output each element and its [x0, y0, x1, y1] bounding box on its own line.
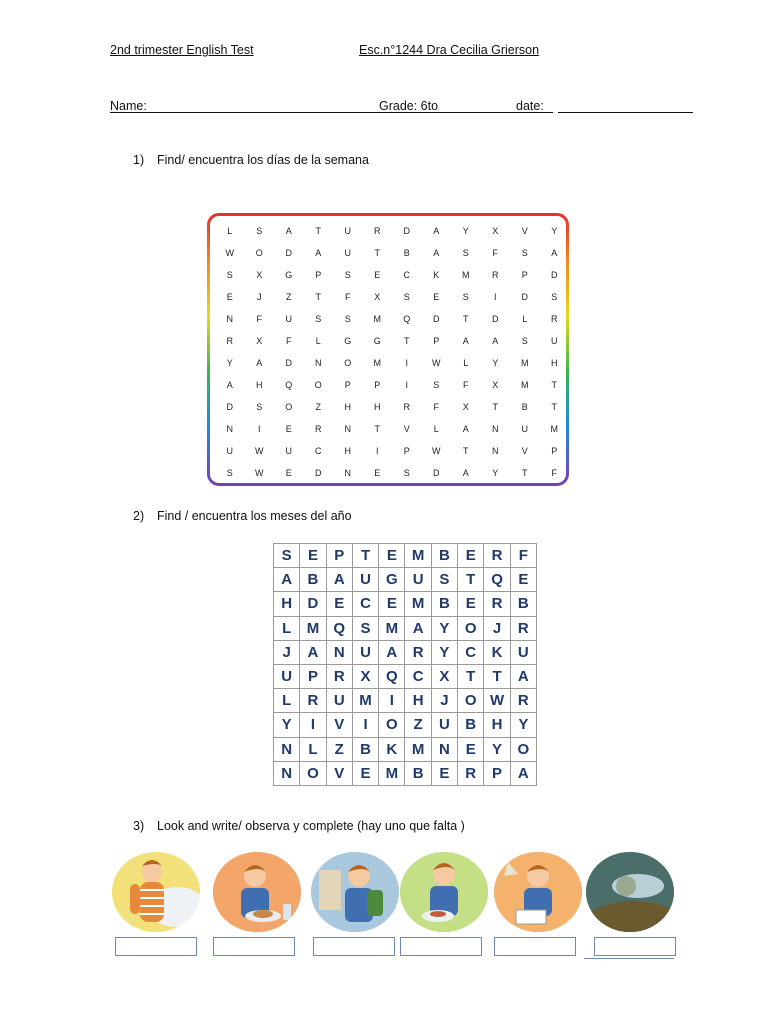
months-letter-cell[interactable]: Z: [326, 737, 352, 761]
months-letter-cell[interactable]: N: [274, 761, 300, 785]
months-letter-cell[interactable]: Y: [274, 713, 300, 737]
months-letter-cell[interactable]: T: [458, 664, 484, 688]
months-letter-cell[interactable]: K: [379, 737, 405, 761]
days-letter-cell[interactable]: L: [315, 336, 321, 346]
days-letter-cell[interactable]: A: [315, 248, 322, 258]
months-letter-cell[interactable]: R: [300, 689, 326, 713]
days-letter-cell[interactable]: W: [255, 446, 264, 456]
days-letter-cell[interactable]: P: [403, 446, 410, 456]
months-letter-cell[interactable]: U: [405, 568, 431, 592]
months-letter-cell[interactable]: T: [484, 664, 510, 688]
months-letter-cell[interactable]: B: [458, 713, 484, 737]
days-letter-cell[interactable]: S: [344, 314, 351, 324]
picture-boy-sleeping: [586, 852, 674, 932]
days-letter-cell[interactable]: M: [550, 424, 558, 434]
months-letter-cell[interactable]: R: [484, 592, 510, 616]
days-letter-cell[interactable]: T: [463, 446, 469, 456]
days-letter-cell[interactable]: L: [227, 226, 233, 236]
months-letter-cell[interactable]: P: [326, 544, 352, 568]
days-letter-cell[interactable]: S: [403, 468, 410, 478]
months-grid-row: [274, 640, 537, 664]
days-letter-cell[interactable]: O: [344, 358, 352, 368]
months-grid-row: [274, 761, 537, 785]
months-letter-cell[interactable]: E: [352, 761, 378, 785]
days-letter-cell[interactable]: A: [256, 358, 263, 368]
months-letter-cell[interactable]: O: [458, 616, 484, 640]
days-letter-cell[interactable]: L: [522, 314, 528, 324]
months-letter-cell[interactable]: L: [274, 689, 300, 713]
picture-boy-eating-breakfast: [213, 852, 301, 932]
days-letter-cell[interactable]: G: [373, 336, 381, 346]
days-letter-cell[interactable]: E: [433, 292, 440, 302]
days-letter-cell[interactable]: X: [492, 226, 499, 236]
days-letter-cell[interactable]: T: [551, 402, 557, 412]
days-letter-cell[interactable]: R: [315, 424, 322, 434]
days-letter-cell[interactable]: C: [315, 446, 322, 456]
months-letter-cell[interactable]: M: [405, 544, 431, 568]
months-grid-row: [274, 616, 537, 640]
months-letter-cell[interactable]: H: [274, 592, 300, 616]
days-letter-cell[interactable]: L: [433, 424, 439, 434]
months-letter-cell[interactable]: E: [300, 544, 326, 568]
days-letter-cell[interactable]: E: [285, 468, 292, 478]
days-letter-cell[interactable]: D: [433, 314, 440, 324]
months-letter-cell[interactable]: C: [352, 592, 378, 616]
months-letter-cell[interactable]: R: [326, 664, 352, 688]
months-letter-cell[interactable]: Y: [431, 640, 457, 664]
months-letter-cell[interactable]: S: [352, 616, 378, 640]
days-letter-cell[interactable]: M: [373, 314, 381, 324]
days-letter-cell[interactable]: F: [433, 402, 439, 412]
days-letter-cell[interactable]: H: [374, 402, 381, 412]
grade-label: Grade: 6to: [379, 99, 439, 113]
days-letter-cell[interactable]: S: [521, 336, 528, 346]
months-letter-cell[interactable]: N: [274, 737, 300, 761]
days-letter-cell[interactable]: Q: [403, 314, 411, 324]
days-letter-cell[interactable]: D: [551, 270, 558, 280]
months-letter-cell[interactable]: N: [431, 737, 457, 761]
days-letter-cell[interactable]: H: [344, 446, 351, 456]
days-letter-cell[interactable]: F: [492, 248, 498, 258]
months-grid-row: [274, 544, 537, 568]
days-letter-cell[interactable]: I: [257, 424, 261, 434]
days-letter-cell[interactable]: P: [344, 380, 351, 390]
months-letter-cell[interactable]: O: [510, 737, 536, 761]
months-grid-row: [274, 568, 537, 592]
days-letter-cell[interactable]: X: [462, 402, 469, 412]
months-letter-cell[interactable]: A: [510, 761, 536, 785]
months-letter-cell[interactable]: U: [352, 640, 378, 664]
answer-box-6[interactable]: [594, 937, 676, 956]
days-letter-cell[interactable]: U: [226, 446, 233, 456]
days-letter-cell[interactable]: Y: [462, 226, 469, 236]
months-letter-cell[interactable]: V: [326, 761, 352, 785]
days-letter-cell[interactable]: E: [374, 270, 381, 280]
months-letter-cell[interactable]: Y: [510, 713, 536, 737]
months-letter-cell[interactable]: A: [405, 616, 431, 640]
months-letter-cell[interactable]: U: [431, 713, 457, 737]
months-letter-cell[interactable]: J: [484, 616, 510, 640]
days-letter-cell[interactable]: S: [462, 248, 469, 258]
months-letter-cell[interactable]: C: [405, 664, 431, 688]
days-letter-cell[interactable]: D: [285, 358, 292, 368]
days-letter-cell[interactable]: N: [315, 358, 322, 368]
days-letter-cell[interactable]: I: [405, 380, 408, 390]
months-letter-cell[interactable]: X: [352, 664, 378, 688]
months-letter-cell[interactable]: Q: [484, 568, 510, 592]
days-letter-cell[interactable]: T: [522, 468, 528, 478]
days-letter-cell[interactable]: I: [375, 446, 379, 456]
days-letter-cell[interactable]: I: [405, 358, 408, 368]
months-letter-cell[interactable]: Q: [379, 664, 405, 688]
months-letter-cell[interactable]: J: [431, 689, 457, 713]
days-letter-cell[interactable]: S: [315, 314, 322, 324]
days-letter-cell[interactable]: D: [433, 468, 440, 478]
months-letter-cell[interactable]: R: [510, 689, 536, 713]
days-letter-cell[interactable]: F: [551, 468, 557, 478]
days-letter-cell[interactable]: W: [432, 358, 441, 368]
days-letter-cell[interactable]: D: [492, 314, 499, 324]
months-letter-cell[interactable]: A: [379, 640, 405, 664]
months-letter-cell[interactable]: E: [379, 592, 405, 616]
days-letter-cell[interactable]: I: [493, 292, 497, 302]
days-letter-cell[interactable]: N: [492, 446, 499, 456]
days-letter-cell[interactable]: N: [344, 424, 351, 434]
months-letter-cell[interactable]: G: [379, 568, 405, 592]
months-grid-row: [274, 664, 537, 688]
days-letter-cell[interactable]: D: [403, 226, 410, 236]
days-letter-cell[interactable]: X: [256, 336, 263, 346]
months-letter-cell[interactable]: J: [274, 640, 300, 664]
days-letter-cell[interactable]: J: [257, 292, 262, 302]
days-letter-cell[interactable]: V: [521, 226, 528, 236]
days-letter-cell[interactable]: T: [404, 336, 410, 346]
months-letter-cell[interactable]: T: [352, 544, 378, 568]
months-grid-row: [274, 592, 537, 616]
question-3-title: [133, 819, 465, 833]
days-letter-cell[interactable]: S: [344, 270, 351, 280]
days-letter-cell[interactable]: Y: [226, 358, 233, 368]
days-letter-cell[interactable]: A: [285, 226, 292, 236]
months-letter-cell[interactable]: N: [326, 640, 352, 664]
days-letter-cell[interactable]: U: [521, 424, 528, 434]
months-letter-cell[interactable]: H: [484, 713, 510, 737]
answer-box-2[interactable]: [213, 937, 295, 956]
months-letter-cell[interactable]: H: [405, 689, 431, 713]
months-letter-cell[interactable]: R: [405, 640, 431, 664]
days-letter-cell[interactable]: A: [462, 424, 469, 434]
months-letter-cell[interactable]: O: [300, 761, 326, 785]
months-letter-cell[interactable]: U: [326, 689, 352, 713]
days-letter-cell[interactable]: R: [226, 336, 233, 346]
picture-boy-with-backpack: [311, 852, 399, 932]
months-wordsearch-grid: [273, 543, 537, 786]
days-letter-cell[interactable]: D: [521, 292, 528, 302]
days-letter-cell[interactable]: A: [433, 226, 440, 236]
school-name: Esc.n°1244 Dra Cecilia Grierson: [359, 43, 540, 57]
days-letter-cell[interactable]: L: [463, 358, 469, 368]
name-label: Name:: [110, 99, 147, 113]
days-letter-cell[interactable]: U: [551, 336, 558, 346]
days-letter-cell[interactable]: R: [492, 270, 499, 280]
days-letter-cell[interactable]: X: [374, 292, 381, 302]
months-letter-cell[interactable]: B: [405, 761, 431, 785]
days-letter-cell[interactable]: T: [315, 226, 321, 236]
months-letter-cell[interactable]: O: [379, 713, 405, 737]
months-letter-cell[interactable]: U: [510, 640, 536, 664]
months-grid-row: [274, 689, 537, 713]
picture-boy-doing-homework: [494, 852, 582, 932]
days-letter-cell[interactable]: O: [314, 380, 322, 390]
days-letter-cell[interactable]: U: [285, 314, 292, 324]
test-title: 2nd trimester English Test: [110, 43, 254, 57]
question-1-number: 1): [133, 153, 145, 167]
days-letter-cell[interactable]: W: [255, 468, 264, 478]
question-2-title: [133, 509, 352, 523]
days-letter-cell[interactable]: V: [521, 446, 528, 456]
answer-box-3[interactable]: [313, 937, 395, 956]
months-letter-cell[interactable]: X: [431, 664, 457, 688]
months-letter-cell[interactable]: O: [458, 689, 484, 713]
months-letter-cell[interactable]: M: [405, 737, 431, 761]
days-letter-cell[interactable]: S: [551, 292, 558, 302]
months-letter-cell[interactable]: M: [352, 689, 378, 713]
months-letter-cell[interactable]: B: [431, 544, 457, 568]
days-letter-cell[interactable]: N: [492, 424, 499, 434]
months-letter-cell[interactable]: S: [274, 544, 300, 568]
days-letter-cell[interactable]: Z: [315, 402, 321, 412]
months-letter-cell[interactable]: W: [484, 689, 510, 713]
days-letter-cell[interactable]: S: [433, 380, 440, 390]
months-letter-cell[interactable]: E: [379, 544, 405, 568]
days-letter-cell[interactable]: G: [285, 270, 293, 280]
days-letter-cell[interactable]: T: [315, 292, 321, 302]
months-letter-cell[interactable]: Y: [431, 616, 457, 640]
days-letter-cell[interactable]: C: [403, 270, 410, 280]
days-letter-cell[interactable]: S: [256, 402, 263, 412]
days-letter-cell[interactable]: N: [226, 314, 233, 324]
days-wordsearch-frame: [207, 213, 569, 486]
days-letter-cell[interactable]: O: [285, 402, 293, 412]
days-letter-cell[interactable]: S: [226, 468, 233, 478]
days-letter-cell[interactable]: N: [226, 424, 233, 434]
days-letter-cell[interactable]: O: [255, 248, 263, 258]
months-letter-cell[interactable]: M: [405, 592, 431, 616]
days-letter-cell[interactable]: M: [373, 358, 381, 368]
months-letter-cell[interactable]: L: [274, 616, 300, 640]
months-letter-cell[interactable]: C: [458, 640, 484, 664]
question-2-text: Find / encuentra los meses del año: [157, 509, 352, 523]
days-letter-cell[interactable]: D: [315, 468, 322, 478]
question-1-text: Find/ encuentra los días de la semana: [157, 153, 369, 167]
months-letter-cell[interactable]: E: [458, 544, 484, 568]
months-letter-cell[interactable]: I: [379, 689, 405, 713]
months-letter-cell[interactable]: F: [510, 544, 536, 568]
days-letter-cell[interactable]: V: [403, 424, 410, 434]
days-letter-cell[interactable]: A: [226, 380, 233, 390]
days-letter-cell[interactable]: N: [344, 468, 351, 478]
months-letter-cell[interactable]: E: [326, 592, 352, 616]
answer-line: [584, 958, 674, 959]
days-letter-cell[interactable]: P: [521, 270, 528, 280]
question-3-number: 3): [133, 819, 145, 833]
days-letter-cell[interactable]: F: [345, 292, 351, 302]
months-letter-cell[interactable]: U: [352, 568, 378, 592]
months-letter-cell[interactable]: Y: [484, 737, 510, 761]
days-letter-cell[interactable]: B: [403, 248, 410, 258]
answer-box-4[interactable]: [400, 937, 482, 956]
months-letter-cell[interactable]: R: [484, 544, 510, 568]
picture-boy-eating-lunch: [400, 852, 488, 932]
days-letter-cell[interactable]: Y: [492, 468, 499, 478]
months-letter-cell[interactable]: D: [300, 592, 326, 616]
days-letter-cell[interactable]: R: [551, 314, 558, 324]
days-letter-cell[interactable]: S: [462, 292, 469, 302]
days-letter-cell[interactable]: R: [374, 226, 381, 236]
days-letter-cell[interactable]: Z: [286, 292, 292, 302]
months-letter-cell[interactable]: I: [300, 713, 326, 737]
days-letter-cell[interactable]: Y: [551, 226, 558, 236]
days-letter-cell[interactable]: Q: [285, 380, 293, 390]
days-letter-cell[interactable]: E: [285, 424, 292, 434]
days-letter-cell[interactable]: U: [285, 446, 292, 456]
months-letter-cell[interactable]: A: [510, 664, 536, 688]
months-grid-row: [274, 737, 537, 761]
months-letter-cell[interactable]: B: [510, 592, 536, 616]
months-letter-cell[interactable]: A: [274, 568, 300, 592]
days-letter-cell[interactable]: T: [551, 380, 557, 390]
days-letter-cell[interactable]: M: [462, 270, 470, 280]
days-letter-cell[interactable]: A: [462, 468, 469, 478]
months-letter-cell[interactable]: P: [300, 664, 326, 688]
months-letter-cell[interactable]: E: [431, 761, 457, 785]
date-label: date:: [516, 99, 544, 113]
months-letter-cell[interactable]: M: [379, 616, 405, 640]
months-letter-cell[interactable]: S: [431, 568, 457, 592]
days-letter-cell[interactable]: K: [433, 270, 440, 280]
months-letter-cell[interactable]: B: [352, 737, 378, 761]
question-1-title: [133, 153, 369, 167]
days-letter-cell[interactable]: M: [521, 358, 529, 368]
days-letter-cell[interactable]: E: [374, 468, 381, 478]
days-letter-cell[interactable]: P: [374, 380, 381, 390]
months-letter-cell[interactable]: L: [300, 737, 326, 761]
picture-boy-waking-up: [112, 852, 200, 932]
days-letter-cell[interactable]: U: [344, 248, 351, 258]
days-letter-cell[interactable]: E: [226, 292, 233, 302]
days-letter-cell[interactable]: T: [374, 424, 380, 434]
months-letter-cell[interactable]: Z: [405, 713, 431, 737]
months-letter-cell[interactable]: B: [431, 592, 457, 616]
days-letter-cell[interactable]: W: [225, 248, 234, 258]
days-letter-cell[interactable]: H: [551, 358, 558, 368]
days-letter-cell[interactable]: B: [521, 402, 528, 412]
months-letter-cell[interactable]: B: [300, 568, 326, 592]
days-letter-cell[interactable]: D: [285, 248, 292, 258]
days-letter-cell[interactable]: X: [492, 380, 499, 390]
months-letter-cell[interactable]: K: [484, 640, 510, 664]
days-letter-cell[interactable]: P: [551, 446, 558, 456]
days-letter-cell[interactable]: D: [226, 402, 233, 412]
answer-box-1[interactable]: [115, 937, 197, 956]
months-letter-cell[interactable]: V: [326, 713, 352, 737]
months-letter-cell[interactable]: R: [510, 616, 536, 640]
days-letter-cell[interactable]: A: [551, 248, 558, 258]
days-letter-cell[interactable]: G: [344, 336, 352, 346]
days-letter-cell[interactable]: U: [344, 226, 351, 236]
months-letter-cell[interactable]: R: [458, 761, 484, 785]
days-letter-cell[interactable]: P: [315, 270, 322, 280]
days-letter-cell[interactable]: S: [521, 248, 528, 258]
days-letter-cell[interactable]: S: [226, 270, 233, 280]
months-letter-cell[interactable]: A: [300, 640, 326, 664]
days-letter-cell[interactable]: Y: [492, 358, 499, 368]
days-letter-cell[interactable]: H: [256, 380, 263, 390]
months-letter-cell[interactable]: I: [352, 713, 378, 737]
days-letter-cell[interactable]: F: [286, 336, 292, 346]
days-letter-cell[interactable]: F: [463, 380, 469, 390]
months-letter-cell[interactable]: Q: [326, 616, 352, 640]
months-letter-cell[interactable]: A: [326, 568, 352, 592]
months-grid-row: [274, 713, 537, 737]
question-3-text: Look and write/ observa y complete (hay uno que falta ): [157, 819, 465, 833]
months-letter-cell[interactable]: M: [379, 761, 405, 785]
days-letter-cell[interactable]: R: [403, 402, 410, 412]
months-letter-cell[interactable]: E: [510, 568, 536, 592]
days-letter-cell[interactable]: T: [492, 402, 498, 412]
days-wordsearch-grid: [215, 220, 569, 484]
days-letter-cell[interactable]: W: [432, 446, 441, 456]
days-letter-cell[interactable]: T: [463, 314, 469, 324]
date-gap: [553, 103, 558, 114]
question-2-number: 2): [133, 509, 145, 523]
days-letter-cell[interactable]: P: [433, 336, 440, 346]
days-letter-cell[interactable]: S: [403, 292, 410, 302]
days-letter-cell[interactable]: F: [256, 314, 262, 324]
days-letter-cell[interactable]: A: [433, 248, 440, 258]
months-letter-cell[interactable]: E: [458, 592, 484, 616]
answer-box-5[interactable]: [494, 937, 576, 956]
days-letter-cell[interactable]: A: [462, 336, 469, 346]
months-letter-cell[interactable]: M: [300, 616, 326, 640]
days-letter-cell[interactable]: A: [492, 336, 499, 346]
days-letter-cell[interactable]: T: [374, 248, 380, 258]
days-letter-cell[interactable]: X: [256, 270, 263, 280]
months-letter-cell[interactable]: U: [274, 664, 300, 688]
months-letter-cell[interactable]: P: [484, 761, 510, 785]
days-letter-cell[interactable]: H: [344, 402, 351, 412]
months-letter-cell[interactable]: T: [458, 568, 484, 592]
days-letter-cell[interactable]: M: [521, 380, 529, 390]
months-letter-cell[interactable]: E: [458, 737, 484, 761]
days-letter-cell[interactable]: S: [256, 226, 263, 236]
